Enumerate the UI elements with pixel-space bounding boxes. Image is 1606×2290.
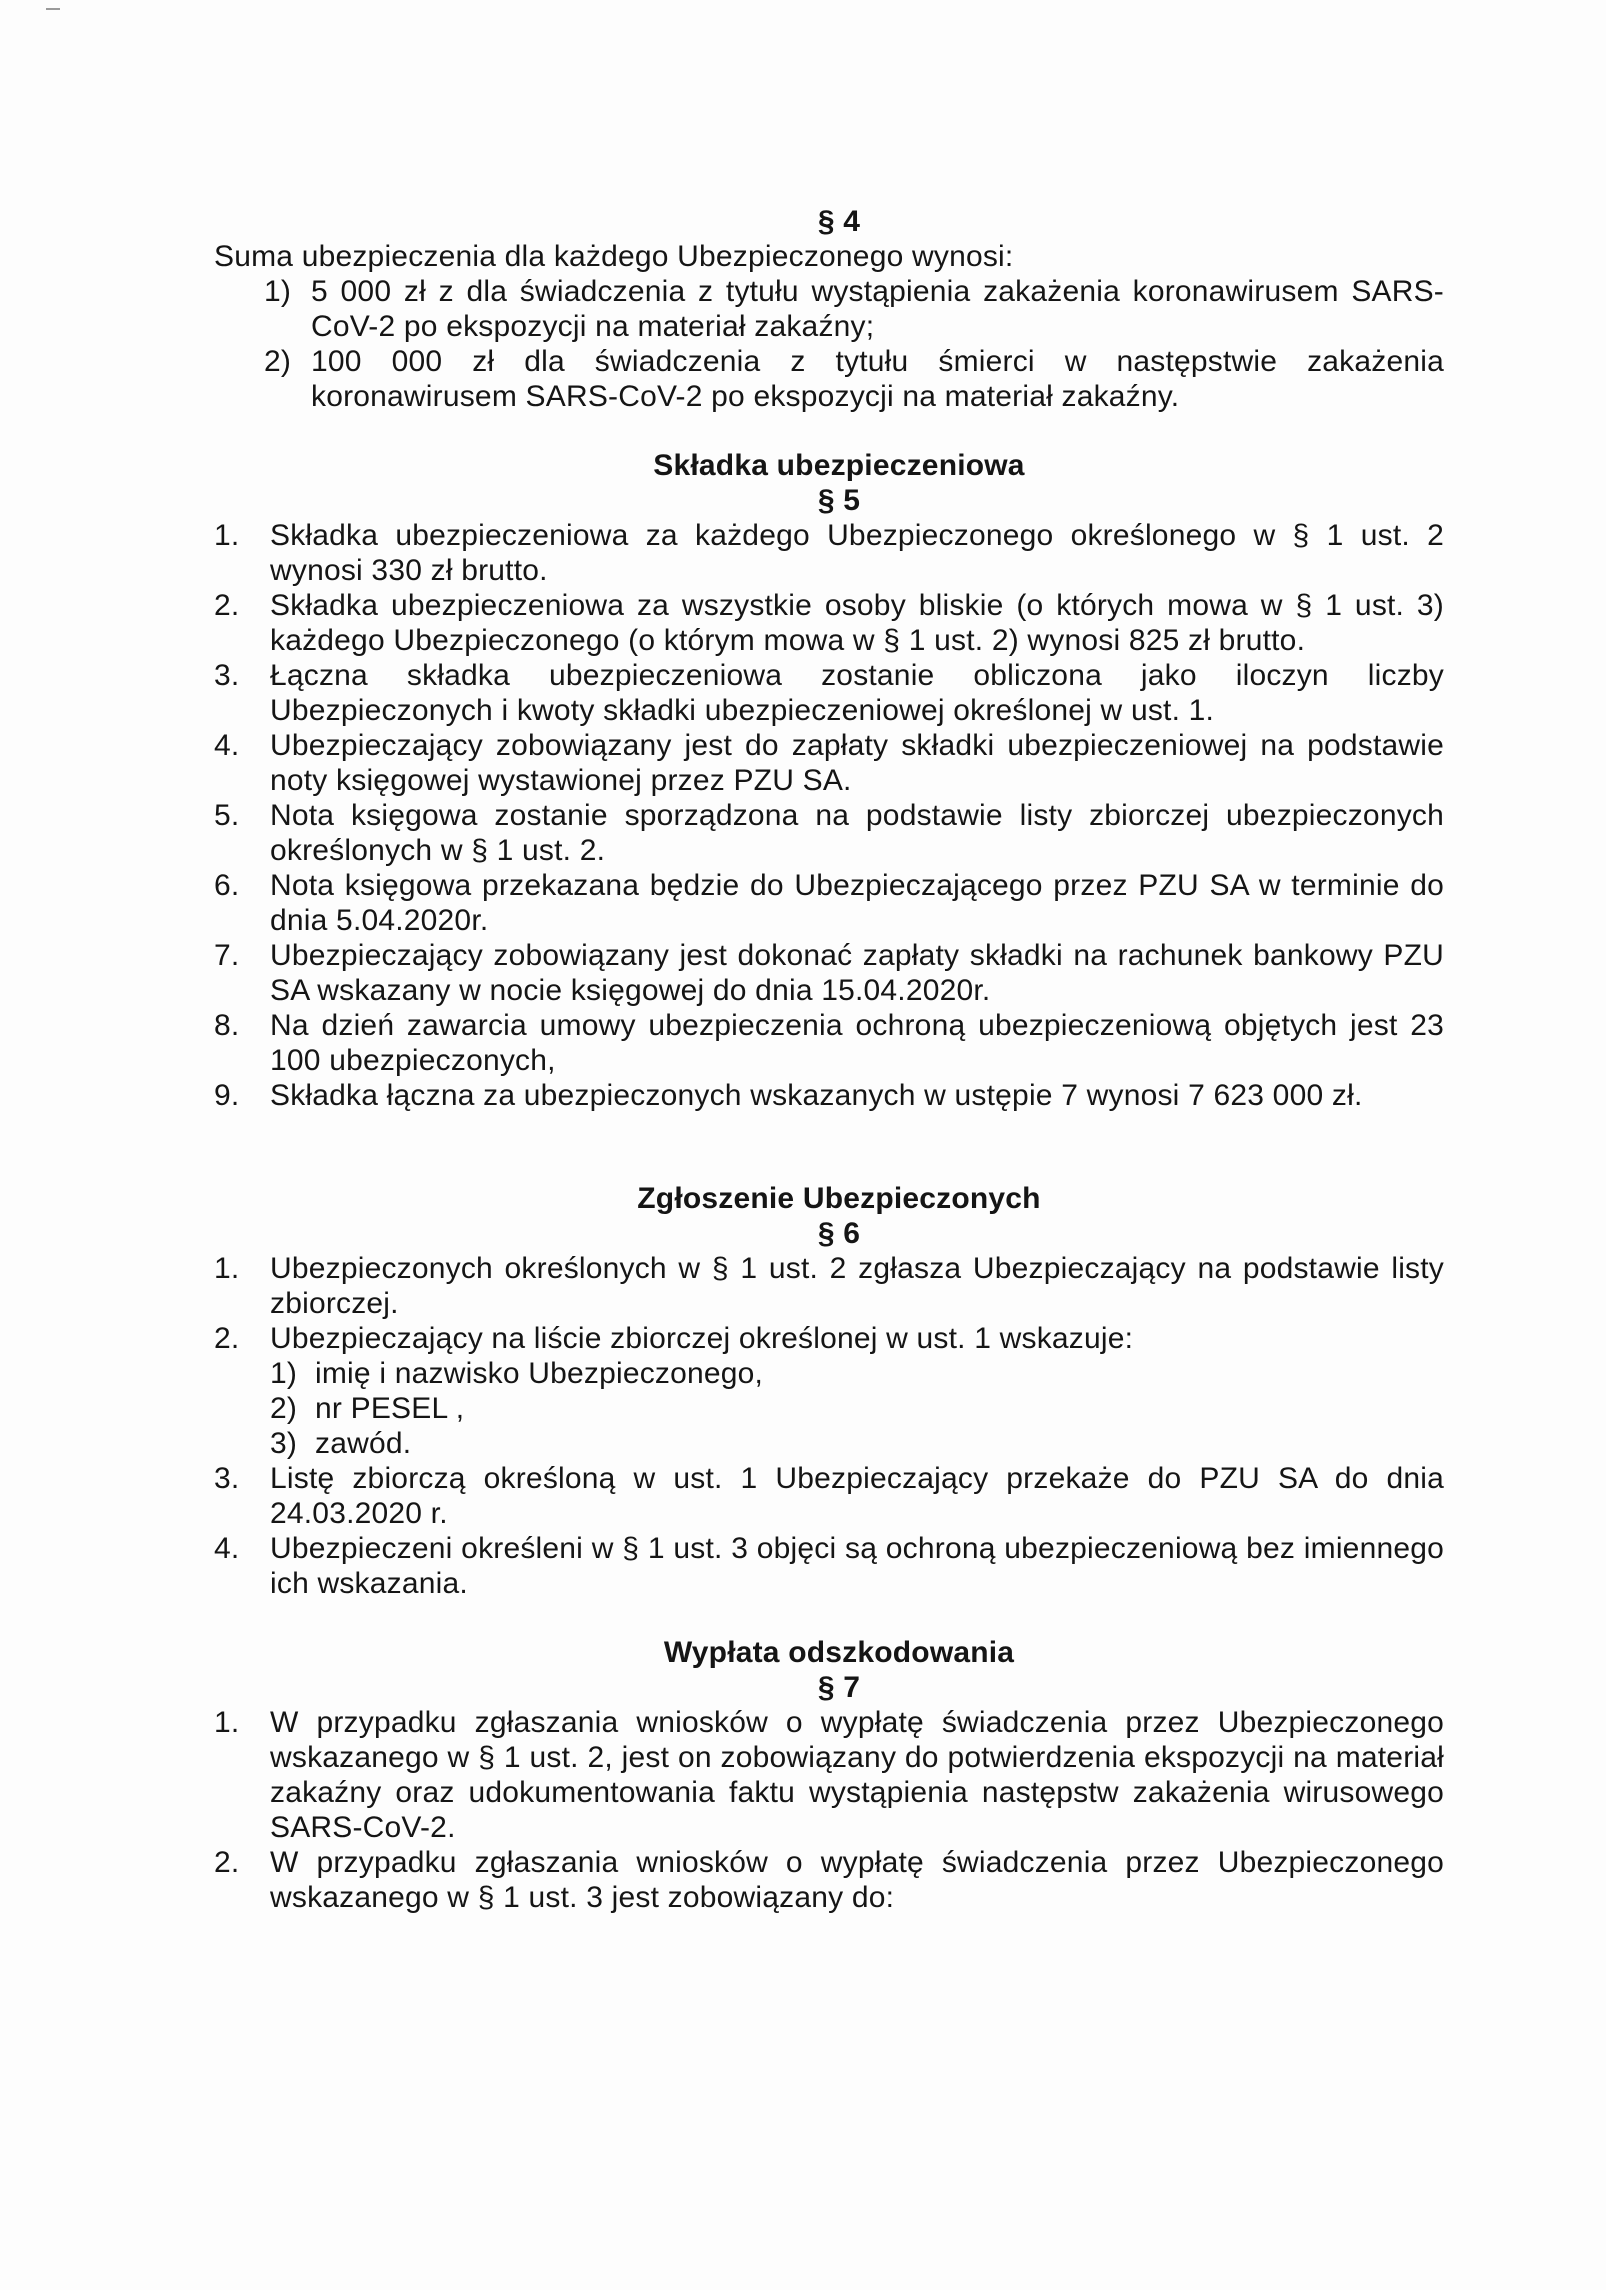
item-text: Ubezpieczeni określeni w § 1 ust. 3 objęci są ochroną ubezpieczeniową bez imiennego ich wskazania. (270, 1532, 1444, 1600)
item-marker: 4. (214, 729, 240, 762)
section-5 (214, 448, 1444, 1113)
premium-list (214, 518, 1444, 1113)
item-text: Nota księgowa przekazana będzie do Ubezpieczającego przez PZU SA w terminie do dnia 5.04.2020r. (270, 869, 1444, 937)
list-item (214, 1008, 1444, 1078)
section-number: § 6 (817, 1217, 861, 1250)
section-4 (214, 204, 1444, 414)
list-item (214, 274, 1444, 344)
list-item (214, 1845, 1444, 1915)
item-marker: 9. (214, 1079, 240, 1112)
list-item (214, 588, 1444, 658)
item-text: Ubezpieczający na liście zbiorczej określonej w ust. 1 wskazuje: (270, 1322, 1134, 1355)
item-marker: 4. (214, 1532, 240, 1565)
section-number: § 7 (817, 1671, 861, 1704)
item-text: zawód. (315, 1427, 412, 1460)
list-item (214, 798, 1444, 868)
item-marker: 2. (214, 1322, 240, 1355)
list-item (270, 1356, 1444, 1391)
section-heading: Wypłata odszkodowania (663, 1636, 1015, 1669)
section-6 (214, 1181, 1444, 1601)
section-heading: Zgłoszenie Ubezpieczonych (637, 1182, 1041, 1215)
list-item (214, 518, 1444, 588)
section-heading: Składka ubezpieczeniowa (653, 449, 1025, 482)
scan-mark (46, 8, 60, 10)
item-text: Składka ubezpieczeniowa za każdego Ubezpieczonego określonego w § 1 ust. 2 wynosi 330 zł brutto. (270, 519, 1444, 587)
item-marker: 1. (214, 1706, 240, 1739)
item-text: Składka ubezpieczeniowa za wszystkie osoby bliskie (o których mowa w § 1 ust. 3) każdego Ubezpieczonego (o którym mowa w § 1 ust. 2) wynosi 825 zł brutto. (270, 589, 1444, 657)
list-item (214, 1321, 1444, 1461)
item-text: Ubezpieczający zobowiązany jest dokonać zapłaty składki na rachunek bankowy PZU SA wskazany w nocie księgowej do dnia 15.04.2020r. (270, 939, 1444, 1007)
sum-insured-list (214, 274, 1444, 414)
item-text: W przypadku zgłaszania wniosków o wypłatę świadczenia przez Ubezpieczonego wskazanego w § 1 ust. 3 jest zobowiązany do: (270, 1846, 1444, 1914)
item-text: imię i nazwisko Ubezpieczonego, (315, 1357, 764, 1390)
list-item (214, 344, 1444, 414)
item-text: Ubezpieczonych określonych w § 1 ust. 2 zgłasza Ubezpieczający na podstawie listy zbiorczej. (270, 1252, 1444, 1320)
registration-list (214, 1251, 1444, 1601)
item-text: Łączna składka ubezpieczeniowa zostanie obliczona jako iloczyn liczby Ubezpieczonych i kwoty składki ubezpieczeniowej określonej w ust. 1. (270, 659, 1444, 727)
item-text: W przypadku zgłaszania wniosków o wypłatę świadczenia przez Ubezpieczonego wskazanego w § 1 ust. 2, jest on zobowiązany do potwierdzenia ekspozycji na materiał zakaźny oraz udokumentowania faktu wystąpienia następstw zakażenia wirusowego SARS-CoV-2. (270, 1706, 1444, 1844)
item-marker: 8. (214, 1009, 240, 1042)
item-marker: 7. (214, 939, 240, 972)
section-7 (214, 1635, 1444, 1915)
item-marker: 2. (214, 589, 240, 622)
item-marker: 1) (270, 1357, 298, 1390)
item-marker: 2. (214, 1846, 240, 1879)
item-marker: 2) (264, 345, 292, 378)
list-item (214, 868, 1444, 938)
list-item (214, 938, 1444, 1008)
item-text: Ubezpieczający zobowiązany jest do zapłaty składki ubezpieczeniowej na podstawie noty księgowej wystawionej przez PZU SA. (270, 729, 1444, 797)
item-marker: 6. (214, 869, 240, 902)
item-marker: 1. (214, 519, 240, 552)
list-item (214, 658, 1444, 728)
item-marker: 1. (214, 1252, 240, 1285)
item-marker: 3. (214, 1462, 240, 1495)
item-text: 5 000 zł z dla świadczenia z tytułu wystąpienia zakażenia koronawirusem SARS-CoV-2 po ekspozycji na materiał zakaźny; (311, 275, 1444, 343)
item-text: Na dzień zawarcia umowy ubezpieczenia ochroną ubezpieczeniową objętych jest 23 100 ubezpieczonych, (270, 1009, 1444, 1077)
list-item (270, 1391, 1444, 1426)
item-text: Listę zbiorczą określoną w ust. 1 Ubezpieczający przekaże do PZU SA do dnia 24.03.2020 r. (270, 1462, 1444, 1530)
list-item (214, 1461, 1444, 1531)
item-text: 100 000 zł dla świadczenia z tytułu śmierci w następstwie zakażenia koronawirusem SARS-CoV-2 po ekspozycji na materiał zakaźny. (311, 345, 1444, 413)
item-text: Składka łączna za ubezpieczonych wskazanych w ustępie 7 wynosi 7 623 000 zł. (270, 1079, 1363, 1112)
claims-list (214, 1705, 1444, 1915)
document-body (214, 204, 1444, 1915)
item-marker: 1) (264, 275, 292, 308)
section-number: § 4 (817, 205, 861, 238)
item-marker: 3) (270, 1427, 298, 1460)
item-marker: 3. (214, 659, 240, 692)
list-item (214, 1251, 1444, 1321)
item-marker: 2) (270, 1392, 298, 1425)
section-number: § 5 (817, 484, 861, 517)
item-text: Nota księgowa zostanie sporządzona na podstawie listy zbiorczej ubezpieczonych określonych w § 1 ust. 2. (270, 799, 1444, 867)
list-item (214, 1078, 1444, 1113)
paragraph: Suma ubezpieczenia dla każdego Ubezpieczonego wynosi: (214, 240, 1014, 273)
list-item (214, 728, 1444, 798)
list-item (214, 1705, 1444, 1845)
list-item (270, 1426, 1444, 1461)
nested-list (270, 1356, 1444, 1461)
item-text: nr PESEL , (315, 1392, 465, 1425)
item-marker: 5. (214, 799, 240, 832)
list-item (214, 1531, 1444, 1601)
